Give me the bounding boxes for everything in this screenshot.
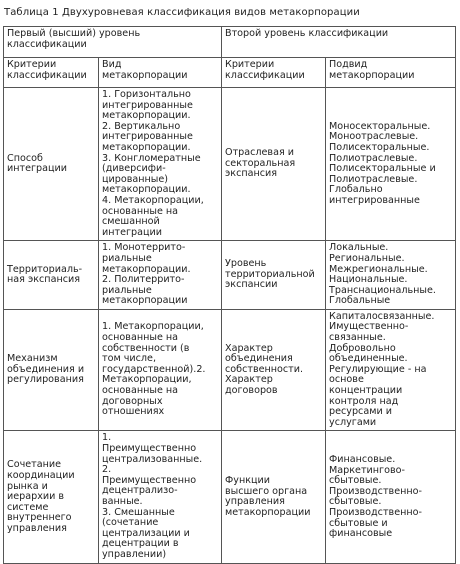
subheader-type bbox=[99, 58, 222, 88]
row-type bbox=[99, 431, 222, 564]
row-criteria-1 bbox=[4, 431, 99, 564]
row-subtype-text: Локальные. Региональные. Межрегиональные. Национальные. Транснациональные. Глобальные bbox=[329, 242, 436, 307]
row-subtype bbox=[326, 241, 456, 310]
header-second-level-text: Второй уровень классификации bbox=[225, 28, 389, 39]
row-criteria-2-text: Характер объединения собственности. Характер договоров bbox=[225, 342, 304, 397]
row-criteria-1 bbox=[4, 88, 99, 241]
classification-table bbox=[3, 26, 456, 564]
row-criteria-1-text: Механизм объединения и регулирования bbox=[7, 353, 85, 386]
subheader-criteria-2 bbox=[222, 58, 326, 88]
row-criteria-2-text: Отраслевая и секторальная экспансия bbox=[225, 147, 296, 180]
row-type-text: 1. Монотеррито- риальные метакорпорации. 2. Политеррито- риальные метакорпорации bbox=[102, 242, 191, 307]
subheader-criteria-1 bbox=[4, 58, 99, 88]
row-criteria-2-text: Уровень территориальной экспансии bbox=[225, 258, 315, 291]
header-row bbox=[4, 27, 456, 58]
header-first-level bbox=[4, 27, 222, 58]
subheader-criteria-1-text: Критерии классификации bbox=[7, 59, 87, 81]
row-criteria-2-text: Функции высшего органа управления метакорпорации bbox=[225, 475, 311, 518]
row-type bbox=[99, 241, 222, 310]
row-criteria-1-text: Способ интеграции bbox=[7, 152, 68, 175]
row-subtype bbox=[326, 309, 456, 431]
row-criteria-1 bbox=[4, 241, 99, 310]
subheader-subtype bbox=[326, 58, 456, 88]
table-row bbox=[4, 431, 456, 564]
table-caption: Таблица 1 Двухуровневая классификация видов метакорпорации bbox=[4, 7, 360, 18]
row-criteria-2 bbox=[222, 88, 326, 241]
row-type-text: 1. Метакорпорации, основанные на собственности (в том числе, государственной).2. Метакорпорации, основанные на договорных отношениях bbox=[102, 321, 206, 418]
subheader-row bbox=[4, 58, 456, 88]
row-type bbox=[99, 309, 222, 431]
row-criteria-2 bbox=[222, 431, 326, 564]
row-subtype-text: Моносекторальные. Моноотраслевые. Полисекторальные. Полиотраслевые. Полисекторальные и Полиотраслевые. Глобально интегрированные bbox=[329, 120, 436, 206]
table-row bbox=[4, 309, 456, 431]
row-type-text: 1. Преимущественно централизованные. 2. Преимущественно децентрализо- ванные. 3. Смешанные (сочетание централизации и децентрации в управлении) bbox=[102, 432, 203, 560]
table-row bbox=[4, 88, 456, 241]
row-criteria-1-text: Сочетание координации рынка и иерархии в системе внутреннего управления bbox=[7, 459, 75, 534]
subheader-subtype-text: Подвид метакорпорации bbox=[329, 59, 415, 81]
header-second-level bbox=[222, 27, 456, 58]
row-criteria-2 bbox=[222, 309, 326, 431]
row-subtype-text: Капиталосвязанные. Имущественно- связанные. Добровольно объединенные. Регулирующие - на основе концентрации контроля над ресурсами и услугами bbox=[329, 310, 435, 428]
row-subtype bbox=[326, 88, 456, 241]
subheader-criteria-2-text: Критерии классификации bbox=[225, 59, 305, 81]
row-subtype-text: Финансовые. Маркетингово- сбытовые. Производственно- сбытовые. Производственно- сбытовые и финансовые bbox=[329, 454, 422, 540]
subheader-type-text: Вид метакорпорации bbox=[102, 59, 188, 81]
table-row bbox=[4, 241, 456, 310]
row-type-text: 1. Горизонтально интегрированные метакорпорации. 2. Вертикально интегрированные метакорпорации. 3. Конгломератные (диверсифи- цированные) метакорпорации. 4. Метакорпорации, основанные на смешанной интеграции bbox=[102, 89, 204, 238]
row-type bbox=[99, 88, 222, 241]
row-subtype bbox=[326, 431, 456, 564]
row-criteria-1 bbox=[4, 309, 99, 431]
header-first-level-text: Первый (высший) уровень классификации bbox=[7, 28, 141, 50]
row-criteria-2 bbox=[222, 241, 326, 310]
row-criteria-1-text: Территориаль- ная экспансия bbox=[7, 263, 83, 286]
